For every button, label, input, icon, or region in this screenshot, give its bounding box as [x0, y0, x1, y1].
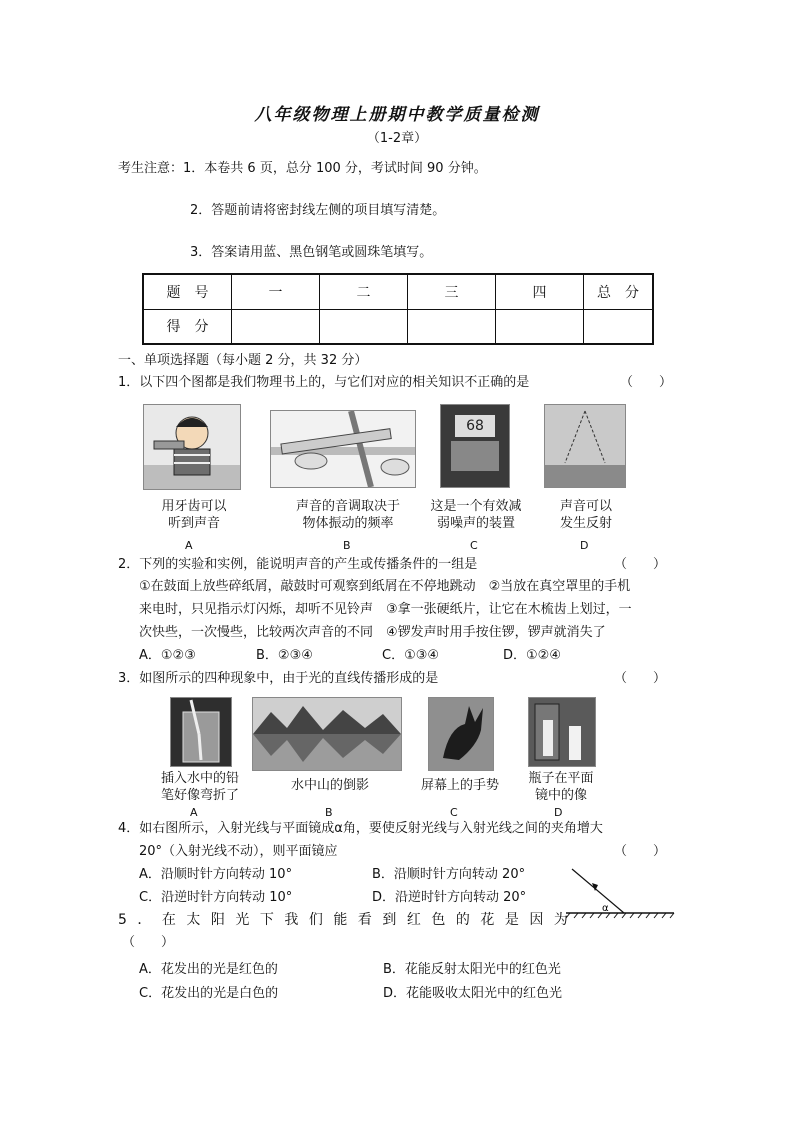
- score-input-cell[interactable]: [320, 309, 408, 344]
- q3-image-d: [528, 697, 596, 767]
- q2-text-line: 次快些，一次慢些，比较两次声音的不同 ④锣发声时用手按住锣，锣声就消失了: [139, 625, 606, 640]
- q1-caption-a: [146, 498, 242, 532]
- option-letter: A: [190, 806, 198, 819]
- exam-title: 八年级物理上册期中教学质量检测: [254, 105, 540, 125]
- hand-shadow-illustration: [429, 698, 493, 770]
- table-cell: 一: [232, 274, 320, 309]
- caption-line: 镜中的像: [534, 788, 587, 803]
- q4-option-d[interactable]: D．沿逆时针方向转动 20°: [372, 890, 527, 905]
- q3-image-a: [170, 697, 232, 767]
- caption-line: 屏幕上的手势: [420, 778, 499, 793]
- noise-display-sign: 68: [455, 415, 495, 437]
- notice-item: 1．本卷共 6 页，总分 100 分，考试时间 90 分钟。: [183, 161, 487, 176]
- q3-caption-b: [270, 777, 390, 794]
- caption-line: 听到声音: [167, 516, 220, 531]
- notice-item: 2．答题前请将密封线左侧的项目填写清楚。: [190, 203, 446, 218]
- score-table: [142, 273, 654, 345]
- q5-option-a[interactable]: A．花发出的光是红色的: [139, 962, 278, 977]
- q1-caption-b: [276, 498, 420, 532]
- q4-option-b[interactable]: B．沿顺时针方向转动 20°: [372, 867, 526, 882]
- echo-reflection-illustration: [545, 405, 625, 487]
- q2-option-d[interactable]: D．①②④: [503, 648, 561, 663]
- score-table-score-row: [143, 309, 653, 344]
- score-input-cell[interactable]: [232, 309, 320, 344]
- sign-panel: [451, 441, 499, 471]
- caption-line: 弱噪声的装置: [436, 516, 515, 531]
- q4-option-c[interactable]: C．沿逆时针方向转动 10°: [139, 890, 293, 905]
- option-letter: D: [554, 806, 563, 819]
- q5-option-b[interactable]: B．花能反射太阳光中的红色光: [383, 962, 561, 977]
- q2-text-line: 来电时，只见指示灯闪烁，却听不见铃声 ③拿一张硬纸片，让它在木梳齿上划过，一: [139, 602, 632, 617]
- answer-bracket[interactable]: （ ）: [614, 844, 667, 859]
- option-letter: C: [450, 806, 458, 819]
- section-heading: 一、单项选择题（每小题 2 分，共 32 分）: [118, 353, 368, 368]
- boy-listening-illustration: [144, 405, 240, 489]
- table-cell: 总 分: [584, 274, 654, 309]
- pencil-in-water-illustration: [171, 698, 231, 766]
- answer-bracket[interactable]: （ ）: [614, 557, 667, 572]
- caption-line: 发生反射: [559, 516, 612, 531]
- mountain-reflection-illustration: [253, 698, 401, 770]
- q1-image-b: [270, 410, 416, 488]
- q4-stem-line: 20°（入射光线不动），则平面镜应: [139, 844, 338, 859]
- q2-option-c[interactable]: C．①③④: [382, 648, 440, 663]
- q1-image-d: [544, 404, 626, 488]
- q5-option-c[interactable]: C．花发出的光是白色的: [139, 986, 279, 1001]
- q1-image-a: [143, 404, 241, 490]
- table-cell: 二: [320, 274, 408, 309]
- caption-line: 声音的音调取决于: [295, 499, 400, 514]
- q3-image-b: [252, 697, 402, 771]
- table-cell: 得 分: [143, 309, 232, 344]
- option-letter: B: [343, 539, 351, 552]
- option-letter: A: [185, 539, 193, 552]
- q1-caption-d: [546, 498, 626, 532]
- q1-stem: 1．以下四个图都是我们物理书上的，与它们对应的相关知识不正确的是: [118, 375, 530, 390]
- q3-caption-c: [410, 777, 510, 794]
- exam-subtitle: （1-2章）: [366, 131, 428, 146]
- q3-caption-a: [150, 770, 250, 804]
- option-letter: B: [325, 806, 333, 819]
- notice-line-1: [118, 160, 487, 178]
- table-cell: 四: [496, 274, 584, 309]
- notice-label: 考生注意：: [118, 161, 184, 176]
- caption-line: 插入水中的铅: [160, 771, 239, 786]
- caption-line: 用牙齿可以: [161, 499, 227, 514]
- q2-option-a[interactable]: A．①②③: [139, 648, 196, 663]
- table-cell: 三: [408, 274, 496, 309]
- caption-line: 水中山的倒影: [290, 778, 369, 793]
- q5-stem: [118, 910, 579, 930]
- q5-stem-text: 5．在太阳光下我们能看到红色的花是因为: [118, 912, 579, 928]
- score-input-cell[interactable]: [584, 309, 654, 344]
- q3-caption-d: [516, 770, 606, 804]
- q2-text-line: ①在鼓面上放些碎纸屑，敲鼓时可观察到纸屑在不停地跳动 ②当放在真空罩里的手机: [139, 579, 631, 594]
- option-letter: C: [470, 539, 478, 552]
- score-table-header-row: [143, 274, 653, 309]
- q1-image-c: [440, 404, 510, 488]
- answer-bracket[interactable]: （ ）: [614, 671, 667, 686]
- q3-image-c: [428, 697, 494, 771]
- caption-line: 笔好像弯折了: [160, 788, 239, 803]
- q2-stem: 2．下列的实验和实例，能说明声音的产生或传播条件的一组是: [118, 557, 478, 572]
- score-input-cell[interactable]: [496, 309, 584, 344]
- answer-bracket[interactable]: （ ）: [122, 935, 175, 950]
- q1-caption-c: [428, 498, 524, 532]
- alpha-label: α: [602, 903, 609, 914]
- mirror-diagram: [562, 865, 678, 919]
- caption-line: 物体振动的频率: [302, 516, 394, 531]
- caption-line: 声音可以: [559, 499, 612, 514]
- bottle-mirror-illustration: [529, 698, 595, 766]
- ruler-on-table-illustration: [271, 411, 415, 487]
- notice-item: 3．答案请用蓝、黑色钢笔或圆珠笔填写。: [190, 245, 433, 260]
- q4-option-a[interactable]: A．沿顺时针方向转动 10°: [139, 867, 293, 882]
- option-letter: D: [580, 539, 589, 552]
- caption-line: 这是一个有效减: [430, 499, 522, 514]
- q5-option-d[interactable]: D．花能吸收太阳光中的红色光: [383, 986, 563, 1001]
- score-input-cell[interactable]: [408, 309, 496, 344]
- q2-option-b[interactable]: B．②③④: [256, 648, 313, 663]
- q4-stem-line: 4．如右图所示，入射光线与平面镜成α角，要使反射光线与入射光线之间的夹角增大: [118, 821, 603, 836]
- incident-ray: [572, 869, 624, 913]
- caption-line: 瓶子在平面: [528, 771, 594, 786]
- table-cell: 题 号: [143, 274, 232, 309]
- q3-stem: 3．如图所示的四种现象中，由于光的直线传播形成的是: [118, 671, 439, 686]
- answer-bracket[interactable]: （ ）: [620, 375, 673, 390]
